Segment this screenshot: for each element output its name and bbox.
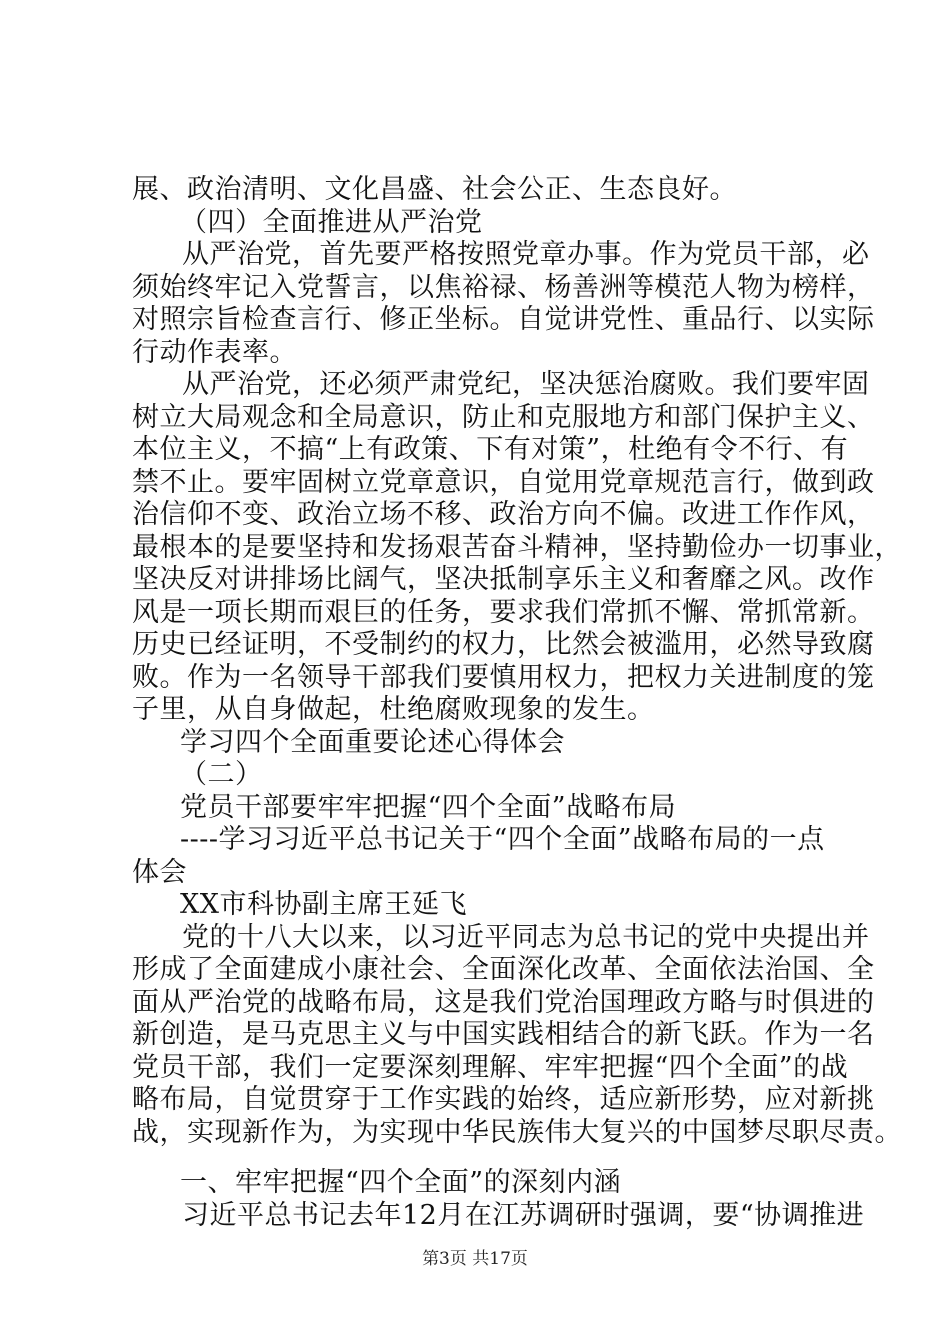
- article-title: 学习四个全面重要论述心得体会: [180, 726, 565, 758]
- article-part-label: （二）: [180, 759, 263, 790]
- article-subtitle: ----学习习近平总书记关于“四个全面”战略布局的一点: [180, 824, 825, 855]
- text-line: 行动作表率。: [132, 336, 297, 368]
- text-line: 风是一项长期而艰巨的任务，要求我们常抓不懈、常抓常新。: [132, 596, 875, 628]
- text-line: 治信仰不变、政治立场不移、政治方向不偏。改进工作作风，: [132, 499, 875, 530]
- text-line: 须始终牢记入党誓言，以焦裕禄、杨善洲等模范人物为榜样，: [132, 271, 875, 303]
- text-line: 面从严治党的战略布局，这是我们党治国理政方略与时俱进的: [132, 986, 875, 1018]
- text-line: 展、政治清明、文化昌盛、社会公正、生态良好。: [132, 174, 737, 205]
- article-subtitle-cont: 体会: [132, 856, 187, 888]
- text-line: 战，实现新作为，为实现中华民族伟大复兴的中国梦尽职尽责。: [132, 1116, 902, 1148]
- text-line: 对照宗旨检查言行、修正坐标。自觉讲党性、重品行、以实际: [132, 304, 875, 335]
- text-line: 新创造，是马克思主义与中国实践相结合的新飞跃。作为一名: [132, 1019, 875, 1050]
- section-heading: （四）全面推进从严治党: [180, 206, 483, 238]
- text-line: 党员干部，我们一定要深刻理解、牢牢把握“四个全面”的战: [132, 1051, 849, 1083]
- text-line: 树立大局观念和全局意识，防止和克服地方和部门保护主义、: [132, 401, 875, 433]
- text-line: 本位主义，不搞“上有政策、下有对策”，杜绝有令不行、有: [132, 434, 849, 465]
- paragraph-start: 党的十八大以来，以习近平同志为总书记的党中央提出并: [182, 921, 870, 953]
- text-line: 坚决反对讲排场比阔气，坚决抵制享乐主义和奢靡之风。改作: [132, 564, 875, 595]
- text-line: 最根本的是要坚持和发扬艰苦奋斗精神，坚持勤俭办一切事业，: [132, 531, 902, 563]
- text-line: 败。作为一名领导干部我们要慎用权力，把权力关进制度的笼: [132, 661, 875, 693]
- text-line: 形成了全面建成小康社会、全面深化改革、全面依法治国、全: [132, 954, 875, 985]
- paragraph-start: 从严治党，首先要严格按照党章办事。作为党员干部，必: [182, 239, 870, 270]
- text-line: 子里，从自身做起，杜绝腐败现象的发生。: [132, 694, 655, 725]
- author-line: XX市科协副主席王延飞: [180, 889, 467, 920]
- text-line: 禁不止。要牢固树立党章意识，自觉用党章规范言行，做到政: [132, 466, 875, 498]
- text-line: 历史已经证明，不受制约的权力，比然会被滥用，必然导致腐: [132, 629, 875, 660]
- section-heading: 一、牢牢把握“四个全面”的深刻内涵: [180, 1167, 622, 1198]
- paragraph-start: 从严治党，还必须严肃党纪，坚决惩治腐败。我们要牢固: [182, 369, 870, 400]
- spacer: [132, 1149, 844, 1167]
- article-heading: 党员干部要牢牢把握“四个全面”战略布局: [180, 791, 677, 823]
- text-line: 略布局，自觉贯穿于工作实践的始终，适应新形势，应对新挑: [132, 1084, 875, 1115]
- body-text: [132, 174, 902, 1232]
- page-footer: 第3页 共17页: [422, 1249, 528, 1269]
- paragraph-start: 习近平总书记去年12月在江苏调研时强调，要“协调推进: [182, 1199, 865, 1231]
